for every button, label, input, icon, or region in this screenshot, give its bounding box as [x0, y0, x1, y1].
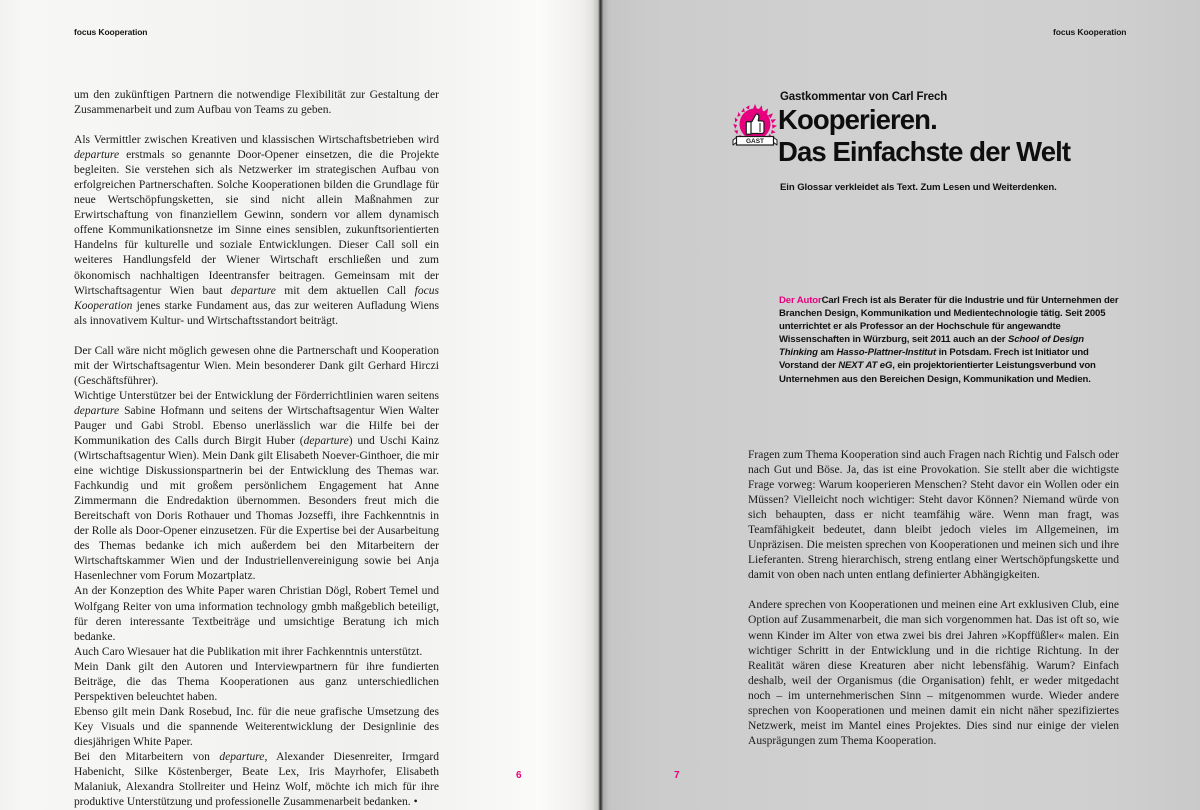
paragraph: Wichtige Unterstützer bei der Entwicklung der Förderrichtlinien waren seitens departure Sabine Hofmann und seitens der Wirtschaftsagentur Wien Walter Pauger und Gabi Strobl. Ebenso unerlässlich war die Hilfe bei der Kommunikation des Calls durch Birgit Huber (departure) und Uschi Kainz (Wirtschaftsagentur Wien). Mein Dank gilt Elisabeth Noever-Ginthoer, die mir eine wichtige Diskussionspartnerin bei der Entwicklung des Themas war. Fachkundig und mit großem persönlichem Engagement hat Anne Zimmermann die Endredaktion übernommen. Besonders freut mich die Bereitschaft von Doris Rothauer und Thomas Jozseffi, ihre Fachkenntnis in der Rolle als Door-Opener einzusetzen. Für die Expertise bei der Ausarbeitung des Themas bedanke ich mich außerdem bei den Mitarbeitern der Wirtschaftskammer Wien und der Industriellenvereinigung sowie bei Anja Hasenlechner vom Forum Mozartplatz.: [74, 389, 439, 583]
gast-ribbon-label: GAST: [745, 138, 765, 145]
paragraph: Auch Caro Wiesauer hat die Publikation mit ihrer Fachkenntnis unterstützt.: [74, 645, 423, 658]
paragraph: Bei den Mitarbeitern von departure, Alexander Diesenreiter, Irmgard Habenicht, Silke Köstenberger, Beate Lex, Iris Mayrhofer, Elisabeth Malaniuk, Alexandra Stollreiter und Heinz Wolf, möchte ich mich für ihre produktive Unterstützung und professionelle Zusammenarbeit bedanken. •: [74, 750, 439, 809]
right-page: [600, 0, 1200, 810]
paragraph: An der Konzeption des White Paper waren Christian Dögl, Robert Temel und Wolfgang Reiter von uma information technology gmbh maßgeblich beteiligt, für deren interessante Textbeiträge und umsichtige Beratung ich mich bedanke.: [74, 585, 439, 643]
paragraph: Als Vermittler zwischen Kreativen und klassischen Wirtschaftsbetrieben wird departure erstmals so genannte Door-Opener einsetzen, die die Projekte begleiten. Sie verstehen sich als Netzwerker im strategischen Aufbau von erfolgreichen Partnerschaften. Solche Kooperationen bilden die Grundlage für neue Wertschöpfungsketten, sie sind nicht allein Maßnahmen zur Erwirtschaftung von finanziellem Gewinn, sondern vor allem dynamisch offene Kommunikationsnetze im Sinne eines sensiblen, zukunftsorientierten Handelns für kulturelle und soziale Entwicklungen. Dieser Call soll ein weiteres Handlungsfeld der Wiener Wirtschaft erschließen und zum ökonomisch nachhaltigen Ideentransfer beitragen. Gemeinsam mit der Wirtschaftsagentur Wien baut departure mit dem aktuellen Call focus Kooperation jenes starke Fundament aus, das zur weiteren Aufladung Wiens als innovativem Kultur- und Wirtschaftsstandort beiträgt.: [74, 134, 439, 327]
paragraph: um den zukünftigen Partnern die notwendige Flexibilität zur Gestaltung der Zusammenarbeit und zum Aufbau von Teams zu geben.: [74, 89, 439, 117]
running-head-left: focus Kooperation: [74, 27, 148, 37]
article-headline: [778, 104, 1178, 168]
gast-thumbs-up-badge-icon: [727, 101, 783, 155]
right-page-body-column: [748, 448, 1119, 749]
headline-line-1: Kooperieren.: [778, 104, 937, 135]
running-head-right: focus Kooperation: [1053, 27, 1127, 37]
headline-line-2: Das Einfachste der Welt: [778, 136, 1071, 167]
article-standfirst: Ein Glossar verkleidet als Text. Zum Lesen und Weiterdenken.: [780, 182, 1057, 193]
paragraph: Andere sprechen von Kooperationen und meinen eine Art exklusiven Club, eine Option auf Zusammenarbeit, die man sich vorgenommen hat. Das ist oft so, wie wenn Kinder im Alter von etwa zwei bis drei Jahren »Kopffüßler« malen. Ein wichtiger Schritt in der Entwicklung und in die richtige Richtung. In der Realität wären diese Kreaturen aber nicht lebensfähig. Warum? Einfach deshalb, weil der Organismus (die Organisation) fehlt, er weder mitgedacht noch – im unternehmerischen Sinn – mitgenommen wurde. Wieder andere sprechen von Kooperationen und meinen damit ein nicht näher spezifiziertes Netzwerk, meist im Mantel eines Projektes. Dies sind nur einige der vielen Ausprägungen zum Thema Kooperation.: [748, 599, 1119, 747]
author-bio-text: Carl Frech ist als Berater für die Industrie und für Unternehmen der Branchen Design, Kommunikation und Medientechnologie tätig. Seit 2005 unterrichtet er als Professor an der Hochschule für angewandte Wissenschaften in Würzburg, seit 2011 auch an der School of Design Thinking am Hasso-Plattner-Institut in Potsdam. Frech ist Initiator und Vorstand der NEXT AT eG, ein projektorientierter Leistungsverbund von Unternehmen aus den Bereichen Design, Kommunikation und Medien.: [779, 295, 1119, 385]
left-page-body-column: [74, 88, 439, 810]
author-bio: [779, 294, 1124, 386]
author-bio-lede: Der Autor: [779, 295, 822, 306]
paragraph: Fragen zum Thema Kooperation sind auch Fragen nach Richtig und Falsch oder nach Gut und Böse. Ja, das ist eine Provokation. Sie stellt aber die wichtigste Frage vorweg: Warum kooperieren Menschen? Steht davor ein Wollen oder ein Müssen? Vielleicht noch wichtiger: Steht davor Können? Niemand würde von sich behaupten, dass er nicht teamfähig wäre. Wenn man fragt, was Teamfähigkeit bedeutet, dann bleibt jedoch vieles im Allgemeinen, im Unpräzisen. Die meisten sprechen von Kooperationen und meinen sich und ihre Lieferanten. Streng hierarchisch, streng entlang einer Wertschöpfungskette und damit von oben nach unten entlang definierter Abhängigkeiten.: [748, 449, 1119, 582]
paragraph: Ebenso gilt mein Dank Rosebud, Inc. für die neue grafische Umsetzung des Key Visuals und die spannende Weiterentwicklung der Designlinie des diesjährigen White Paper.: [74, 705, 439, 748]
paragraph: Mein Dank gilt den Autoren und Interviewpartnern für ihre fundierten Beiträge, die das Thema Kooperationen aus ganz unterschiedlichen Perspektiven beleuchtet haben.: [74, 660, 439, 703]
folio-right: 7: [674, 770, 680, 781]
folio-left: 6: [516, 770, 522, 781]
paragraph: Der Call wäre nicht möglich gewesen ohne die Partnerschaft und Kooperation mit der Wirtschaftsagentur Wien. Mein besonderer Dank gilt Gerhard Hirczi (Geschäftsführer).: [74, 344, 439, 387]
article-kicker: Gastkommentar von Carl Frech: [780, 91, 948, 103]
